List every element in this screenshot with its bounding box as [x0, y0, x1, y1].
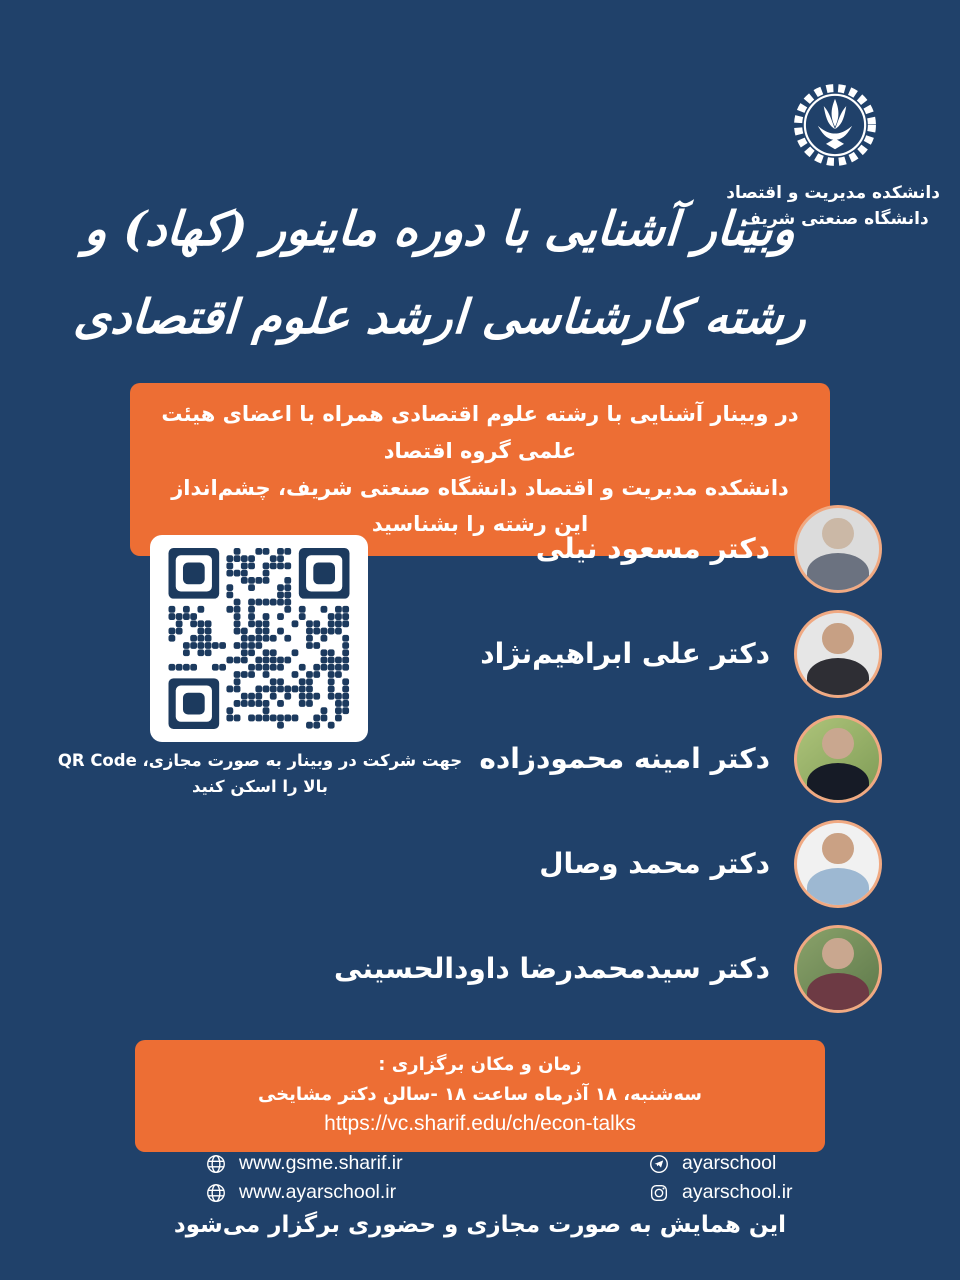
speaker-avatar	[794, 715, 882, 803]
hybrid-event-note: این همایش به صورت مجازی و حضوری برگزار می‌شود	[173, 1212, 787, 1238]
speaker-name: دکتر مسعود نیلی	[535, 532, 770, 565]
qr-caption-latin: QR Code	[57, 751, 137, 770]
sharif-university-logo-icon	[790, 80, 880, 170]
globe-icon	[205, 1182, 227, 1204]
telegram-link[interactable]	[648, 1152, 793, 1175]
speaker-name: دکتر محمد وصال	[539, 847, 770, 880]
person-silhouette	[797, 613, 879, 695]
person-silhouette	[797, 823, 879, 905]
instagram-handle[interactable]: ayarschool.ir	[682, 1181, 793, 1203]
speaker-avatar	[794, 610, 882, 698]
schedule-banner	[135, 1040, 825, 1152]
website-url[interactable]: www.gsme.sharif.ir	[239, 1152, 403, 1174]
speaker-row	[380, 496, 882, 601]
speaker-row	[380, 706, 882, 811]
website-url[interactable]: www.ayarschool.ir	[239, 1181, 397, 1203]
speaker-row	[380, 601, 882, 706]
website-link[interactable]	[205, 1152, 403, 1175]
speaker-name: دکتر علی ابراهیم‌نژاد	[480, 637, 770, 670]
qr-code-pattern	[163, 548, 355, 729]
person-silhouette	[797, 928, 879, 1010]
telegram-icon	[648, 1153, 670, 1175]
instagram-icon	[648, 1182, 670, 1204]
poster-title-line1: وبینار آشنایی با دوره ماینور (کهاد) و	[82, 202, 798, 257]
telegram-handle[interactable]: ayarschool	[682, 1152, 777, 1174]
webinar-url-link[interactable]: https://vc.sharif.edu/ch/econ-talks	[324, 1112, 636, 1136]
intro-banner-line2: دانشکده مدیریت و اقتصاد دانشگاه صنعتی شریف، چشم‌انداز این رشته را بشناسید	[171, 475, 789, 537]
qr-code	[150, 535, 368, 742]
instagram-link[interactable]	[648, 1181, 793, 1204]
intro-banner-line1: در وبینار آشنایی با رشته علوم اقتصادی همراه با اعضای هیئت علمی گروه اقتصاد	[161, 402, 799, 463]
globe-icon	[205, 1153, 227, 1175]
schedule-heading: زمان و مکان برگزاری :	[378, 1054, 582, 1075]
person-silhouette	[797, 508, 879, 590]
website-links	[205, 1152, 403, 1204]
poster-title-line2: رشته کارشناسی ارشد علوم اقتصادی	[72, 290, 808, 345]
qr-caption: جهت شرکت در وبینار به صورت مجازی، QR Code بالا را اسکن کنید	[57, 751, 463, 797]
speaker-row	[380, 811, 882, 916]
poster-title	[60, 186, 820, 362]
speaker-row	[334, 916, 882, 1021]
social-links	[648, 1152, 793, 1204]
schedule-datetime: سه‌شنبه، ۱۸ آذرماه ساعت ۱۸ -سالن دکتر مشایخی	[257, 1083, 703, 1105]
speaker-avatar	[794, 820, 882, 908]
person-silhouette	[797, 718, 879, 800]
speaker-avatar	[794, 925, 882, 1013]
speaker-name: دکتر سیدمحمدرضا داودالحسینی	[334, 952, 770, 985]
speakers-list	[334, 496, 882, 1021]
website-link[interactable]	[205, 1181, 403, 1204]
faculty-name: دانشکده مدیریت و اقتصاد	[726, 183, 940, 203]
speaker-name: دکتر امینه محمودزاده	[479, 742, 770, 775]
speaker-avatar	[794, 505, 882, 593]
university-name: دانشگاه صنعتی شریف	[741, 209, 929, 230]
